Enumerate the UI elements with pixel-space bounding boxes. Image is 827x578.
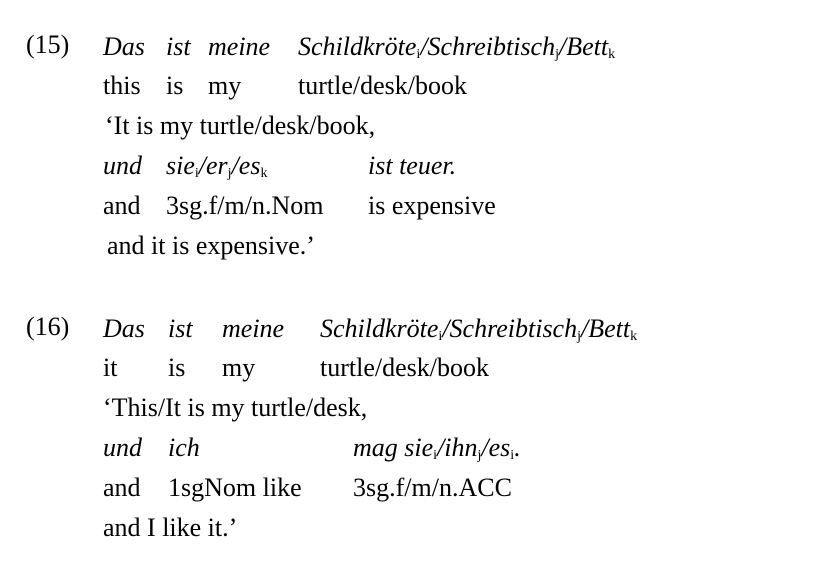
translation-line: and it is expensive.’ <box>107 231 315 260</box>
german-word: Das <box>103 314 145 343</box>
gloss-word: it <box>103 353 118 382</box>
gloss-word: turtle/desk/book <box>320 353 489 382</box>
gloss-word: and <box>103 473 141 502</box>
german-word: ist <box>166 32 191 61</box>
german-pronoun-alternatives: mag siei/ihnj/esi. <box>353 433 521 463</box>
translation-line: ‘It is my turtle/desk/book, <box>105 111 376 140</box>
gloss-word: is expensive <box>368 191 496 220</box>
gloss-word: is <box>168 353 186 382</box>
german-word: ist <box>168 314 193 343</box>
translation-line: ‘This/It is my turtle/desk, <box>103 393 368 422</box>
german-word: meine <box>208 32 271 61</box>
german-word: ist teuer. <box>368 151 457 180</box>
german-noun-alternatives: Schildkrötei/Schreibtischj/Bettk <box>320 314 638 344</box>
gloss-word: 3sg.f/m/n.Nom <box>166 191 324 220</box>
gloss-word: 1sgNom like <box>168 473 302 502</box>
german-word: Das <box>103 32 145 61</box>
german-word: meine <box>222 314 285 343</box>
translation-line: and I like it.’ <box>103 513 238 542</box>
gloss-word: turtle/desk/book <box>298 71 467 100</box>
example-number: (16) <box>26 312 70 341</box>
german-noun-alternatives: Schildkrötei/Schreibtischj/Bettk <box>298 32 616 62</box>
gloss-word: and <box>103 191 141 220</box>
german-pronoun-alternatives: siei/erj/esk <box>166 151 268 181</box>
german-word: und <box>103 151 142 180</box>
example-number: (15) <box>26 30 70 59</box>
gloss-word: 3sg.f/m/n.ACC <box>353 473 512 502</box>
gloss-word: my <box>208 71 242 100</box>
german-word: ich <box>168 433 200 462</box>
gloss-word: is <box>166 71 184 100</box>
gloss-word: this <box>103 71 141 100</box>
gloss-word: my <box>222 353 256 382</box>
german-word: und <box>103 433 142 462</box>
